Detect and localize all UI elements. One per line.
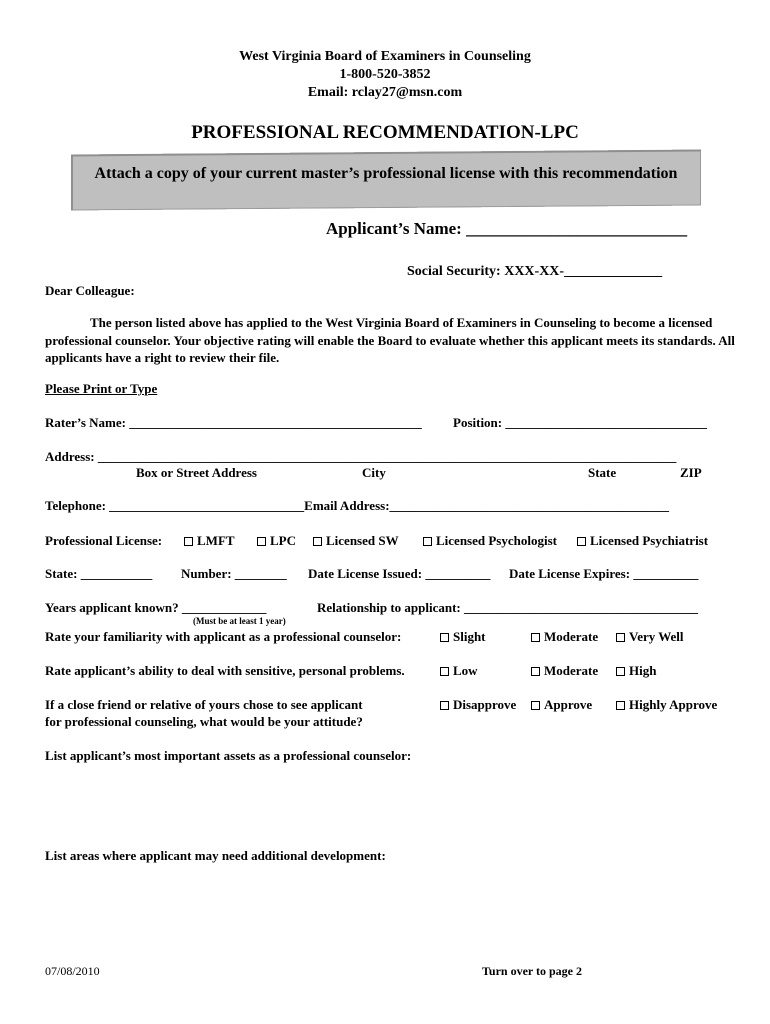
- checkbox-icon[interactable]: [531, 667, 540, 676]
- familiarity-option-very-well[interactable]: Very Well: [616, 629, 684, 645]
- checkbox-icon[interactable]: [423, 537, 432, 546]
- greeting: Dear Colleague:: [45, 283, 135, 298]
- social-security-field[interactable]: Social Security: XXX-XX-______________: [407, 264, 663, 279]
- attitude-option-disapprove[interactable]: Disapprove: [440, 697, 516, 713]
- license-label: Professional License:: [45, 533, 163, 548]
- address-field[interactable]: Address: _________________________________________________________________________________________: [45, 449, 677, 464]
- checkbox-icon[interactable]: [440, 701, 449, 710]
- checkbox-icon[interactable]: [440, 633, 449, 642]
- footer-turn-over: Turn over to page 2: [482, 964, 583, 978]
- checkbox-icon[interactable]: [440, 667, 449, 676]
- checkbox-icon[interactable]: [577, 537, 586, 546]
- license-option-psychiatrist[interactable]: Licensed Psychiatrist: [577, 533, 708, 549]
- familiarity-question: Rate your familiarity with applicant as a professional counselor:: [45, 629, 402, 644]
- checkbox-icon[interactable]: [257, 537, 266, 546]
- attitude-question-line2: for professional counseling, what would be your attitude?: [45, 714, 363, 729]
- years-known-note: (Must be at least 1 year): [193, 616, 286, 626]
- footer-date: 07/08/2010: [45, 964, 100, 978]
- license-option-lpc[interactable]: LPC: [257, 533, 296, 549]
- address-street-label: Box or Street Address: [136, 465, 257, 480]
- checkbox-icon[interactable]: [313, 537, 322, 546]
- development-answer-area[interactable]: [45, 868, 725, 948]
- rater-name-field[interactable]: Rater’s Name: _____________________________________________: [45, 415, 422, 430]
- attitude-question-line1: If a close friend or relative of yours chose to see applicant: [45, 697, 363, 712]
- relationship-field[interactable]: Relationship to applicant: ____________________________________: [317, 600, 698, 615]
- telephone-email-field[interactable]: Telephone: ______________________________Email Address:___________________________________________: [45, 498, 670, 513]
- address-zip-label: ZIP: [680, 465, 702, 480]
- familiarity-option-slight[interactable]: Slight: [440, 629, 486, 645]
- license-expires-field[interactable]: Date License Expires: __________: [509, 566, 699, 581]
- address-state-label: State: [588, 465, 617, 480]
- familiarity-option-moderate[interactable]: Moderate: [531, 629, 598, 645]
- attitude-option-highly-approve[interactable]: Highly Approve: [616, 697, 717, 713]
- checkbox-icon[interactable]: [184, 537, 193, 546]
- license-option-psychologist[interactable]: Licensed Psychologist: [423, 533, 557, 549]
- assets-prompt: List applicant’s most important assets as a professional counselor:: [45, 748, 412, 763]
- license-issued-field[interactable]: Date License Issued: __________: [308, 566, 491, 581]
- checkbox-icon[interactable]: [531, 701, 540, 710]
- license-option-licensed-sw[interactable]: Licensed SW: [313, 533, 399, 549]
- board-phone: 1-800-520-3852: [339, 67, 431, 82]
- sensitive-question: Rate applicant’s ability to deal with sensitive, personal problems.: [45, 663, 405, 678]
- checkbox-icon[interactable]: [616, 633, 625, 642]
- position-field[interactable]: Position: _______________________________: [453, 415, 707, 430]
- license-option-lmft[interactable]: LMFT: [184, 533, 235, 549]
- development-prompt: List areas where applicant may need additional development:: [45, 848, 386, 863]
- sensitive-option-low[interactable]: Low: [440, 663, 478, 679]
- applicant-name-field[interactable]: Applicant’s Name: __________________________: [326, 219, 688, 238]
- assets-answer-area[interactable]: [45, 768, 725, 838]
- board-email: Email: rclay27@msn.com: [307, 85, 463, 100]
- form-title: PROFESSIONAL RECOMMENDATION-LPC: [191, 122, 579, 143]
- license-state-field[interactable]: State: ___________: [45, 566, 153, 581]
- address-city-label: City: [362, 465, 386, 480]
- attachment-banner-text: Attach a copy of your current master’s professional license with this recommendation: [94, 165, 678, 182]
- print-type-label: Please Print or Type: [45, 381, 158, 396]
- sensitive-option-moderate[interactable]: Moderate: [531, 663, 598, 679]
- checkbox-icon[interactable]: [616, 701, 625, 710]
- board-name: West Virginia Board of Examiners in Counseling: [239, 49, 531, 64]
- sensitive-option-high[interactable]: High: [616, 663, 656, 679]
- checkbox-icon[interactable]: [531, 633, 540, 642]
- years-known-field[interactable]: Years applicant known? _____________: [45, 600, 267, 615]
- checkbox-icon[interactable]: [616, 667, 625, 676]
- attitude-option-approve[interactable]: Approve: [531, 697, 592, 713]
- license-number-field[interactable]: Number: ________: [181, 566, 287, 581]
- intro-paragraph: The person listed above has applied to the West Virginia Board of Examiners in Counseling to become a licensed professional counselor. Your objective rating will enable the Board to evaluate whether this applicant meets its standards. All applicants have a right to review their file.: [45, 315, 735, 365]
